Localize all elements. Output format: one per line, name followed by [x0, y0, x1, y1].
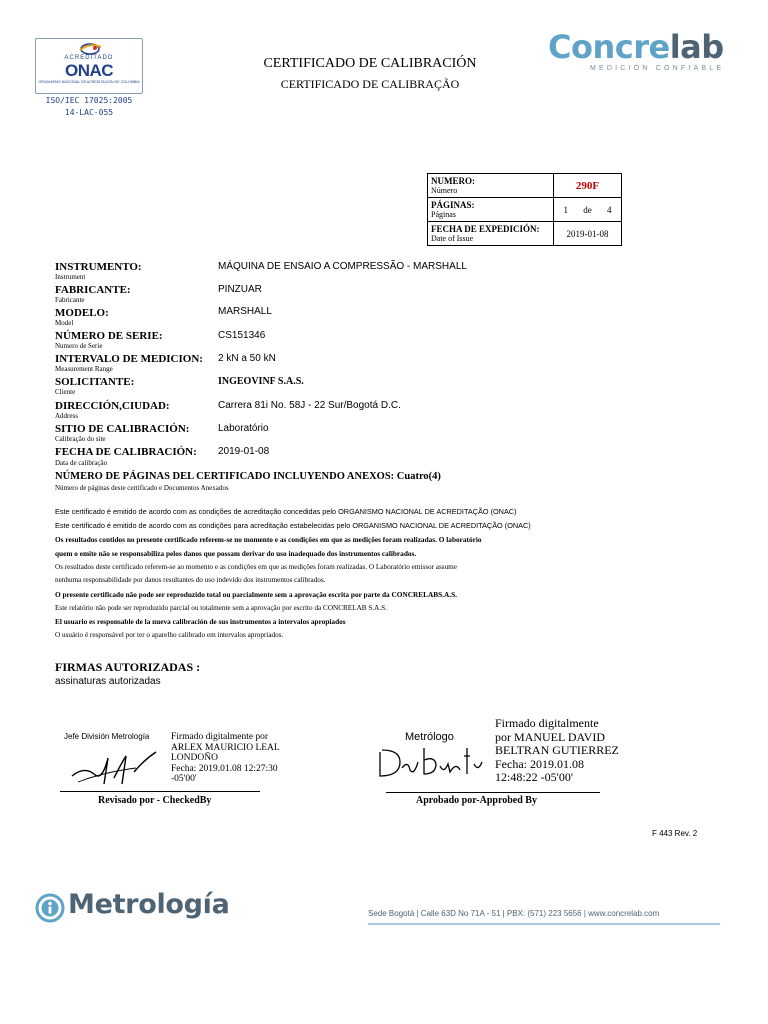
signatures-title: FIRMAS AUTORIZADAS :	[55, 660, 201, 674]
onac-swirl-icon	[74, 42, 106, 56]
field-sublabel: Measurement Range	[55, 365, 113, 373]
signatures-subtitle: assinaturas autorizadas	[55, 676, 161, 687]
field-value: 2019-01-08	[218, 446, 270, 457]
legal-line: O presente certificado não pode ser reproduzido total ou parcialmente sem a aprovação escrita por parte da CONCRELABS.A.S.	[55, 590, 457, 599]
pages-included-sub: Número de páginas deste certificado e Documentos Anexados	[55, 484, 229, 492]
field-label: DIRECCIÓN,CIUDAD:	[55, 400, 170, 412]
field-value: Laboratório	[218, 423, 269, 434]
issue-sublabel: Date of Issue	[431, 234, 474, 243]
onac-name: ONAC	[64, 61, 114, 80]
field-value: MARSHALL	[218, 306, 272, 317]
field-label: FABRICANTE:	[55, 284, 131, 296]
pages-included-line: NÚMERO DE PÁGINAS DEL CERTIFICADO INCLUYENDO ANEXOS: Cuatro(4)	[55, 471, 441, 482]
field-sublabel: Calibração do site	[55, 435, 106, 443]
field-sublabel: Data de calibração	[55, 459, 108, 467]
field-value: INGEOVINF S.A.S.	[218, 376, 304, 387]
field-value: CS151346	[218, 330, 266, 341]
legal-line: Este relatório não pode ser reproduzido parcial ou totalmente sem a aprovação por escrito da CONCRELAB S.A.S.	[55, 604, 387, 612]
footer-address: Sede Bogotá | Calle 63D No 71A - 51 | PBX: (571) 223 5656 | www.concrelab.com	[368, 909, 660, 918]
signature-rule	[60, 791, 260, 792]
field-value: Carrera 81i No. 58J - 22 Sur/Bogotá D.C.	[218, 400, 401, 411]
pages-sublabel: Páginas	[431, 210, 456, 219]
signature-line: Fecha: 2019.01.08 12:27:30	[171, 763, 278, 774]
issue-label-cell	[428, 222, 554, 246]
footer-divider	[368, 923, 720, 925]
signature-caption: Aprobado por-Approbed By	[416, 795, 537, 806]
pages-label-cell	[428, 198, 554, 222]
table-row	[428, 222, 622, 246]
digital-signature-text	[495, 717, 619, 785]
digital-signature-text	[171, 732, 280, 785]
field-value: MÁQUINA DE ENSAIO A COMPRESSÃO - MARSHALL	[218, 261, 467, 272]
signature-line: -05'00'	[171, 774, 197, 784]
signer-role: Jefe División Metrología	[64, 732, 150, 741]
field-label: INSTRUMENTO:	[55, 261, 142, 273]
pages-label: PÁGINAS:	[431, 200, 475, 210]
table-row	[428, 174, 622, 198]
signature-line: LONDOÑO	[171, 753, 218, 763]
signer-role: Metrólogo	[405, 731, 454, 743]
signature-caption: Revisado por - CheckedBy	[98, 795, 212, 806]
certificate-number: 290F	[554, 174, 622, 198]
field-sublabel: Fabricante	[55, 296, 85, 304]
legal-line: Este certificado é emitido de acordo com as condições de acreditação concedidas pelo ORGANISMO NACIONAL DE ACREDITAÇÃO (ONAC)	[55, 507, 517, 516]
onac-org-text: ORGANISMO NACIONAL DE ACREDITACIÓN DE COLOMBIA	[38, 80, 140, 84]
field-sublabel: Address	[55, 412, 78, 420]
number-label-cell	[428, 174, 554, 198]
pages-current: 1	[563, 204, 568, 215]
handwritten-signature-right	[374, 742, 492, 784]
legal-line: quem o emite não se responsabiliza pelos danos que possam derivar do uso inadequado dos instrumentos calibrados.	[55, 549, 417, 558]
signature-line: 12:48:22 -05'00'	[495, 770, 573, 784]
signature-line: Firmado digitalmente por	[171, 732, 269, 742]
legal-line: Este certificado é emitido de acordo com as condições para acreditação estabelecidas pelo ORGANISMO NACIONAL DE ACREDITAÇÃO (ONAC)	[55, 521, 531, 530]
field-label: SOLICITANTE:	[55, 376, 135, 388]
field-label: SITIO DE CALIBRACIÓN:	[55, 423, 190, 435]
signature-line: Firmado digitalmente	[495, 716, 599, 730]
field-label: MODELO:	[55, 307, 109, 319]
field-sublabel: Cliente	[55, 388, 76, 396]
legal-line: Os resultados deste certificado referem-se ao momento e as condições em que as medições foram realizadas. O Laboratório emissor assume	[55, 563, 457, 571]
number-sublabel: Número	[431, 186, 458, 195]
legal-line: O usuário é responsável por ter o aparelho calibrado em intervalos apropriados.	[55, 631, 284, 639]
concrelab-logo-part2: lab	[669, 28, 724, 66]
pages-total: 4	[607, 204, 612, 215]
issue-date: 2019-01-08	[554, 222, 622, 246]
field-sublabel: Model	[55, 319, 74, 327]
table-row	[428, 198, 622, 222]
page-title: CERTIFICADO DE CALIBRACIÓN	[263, 56, 477, 71]
field-value: 2 kN a 50 kN	[218, 353, 276, 364]
legal-line: El usuario es responsable de la nueva calibración de sus instrumentos a intervalos apropiados	[55, 617, 346, 626]
field-value: PINZUAR	[218, 284, 262, 295]
accreditation-code: 14-LAC-055	[64, 108, 114, 117]
concrelab-tagline: MEDICIÓN CONFIABLE	[590, 65, 725, 72]
field-sublabel: Numero de Serie	[55, 342, 103, 350]
legal-line: nenhuma responsabilidade por danos resultantes do uso indevido dos instrumentos calibrados.	[55, 576, 326, 584]
pages-value	[554, 198, 622, 222]
onac-logo	[35, 38, 143, 94]
field-label: FECHA DE CALIBRACIÓN:	[55, 446, 197, 458]
signature-line: por MANUEL DAVID	[495, 729, 605, 744]
field-label: INTERVALO DE MEDICION:	[55, 353, 203, 365]
number-label: NUMERO:	[431, 176, 475, 186]
page-subtitle: CERTIFICADO DE CALIBRAÇÃO	[280, 77, 460, 91]
issue-label: FECHA DE EXPEDICIÓN:	[431, 224, 540, 234]
pages-of: de	[583, 204, 592, 215]
concrelab-logo	[548, 28, 724, 66]
signature-line: ARLEX MAURICIO LEAL	[171, 742, 280, 753]
metrologia-icon	[35, 893, 65, 923]
metrologia-wordmark: Metrología	[68, 889, 230, 920]
field-label: NÚMERO DE SERIE:	[55, 330, 163, 342]
handwritten-signature-left	[64, 744, 164, 789]
legal-line: Os resultados contidos no presente certificado referem-se no momento e as condições em que as medições foram realizadas. O laboratório	[55, 535, 482, 544]
concrelab-logo-part1: Concre	[548, 28, 670, 66]
signature-line: Fecha: 2019.01.08	[495, 756, 584, 771]
iso-standard: ISO/IEC 17025:2005	[45, 96, 133, 105]
signature-rule	[386, 792, 600, 793]
onac-accredited-text: ACREDITADO	[64, 55, 114, 61]
certificate-info-table	[427, 173, 622, 246]
signature-line: BELTRAN GUTIERREZ	[495, 743, 619, 757]
form-reference: F 443 Rev. 2	[652, 829, 698, 838]
field-sublabel: Instrument	[55, 273, 86, 281]
